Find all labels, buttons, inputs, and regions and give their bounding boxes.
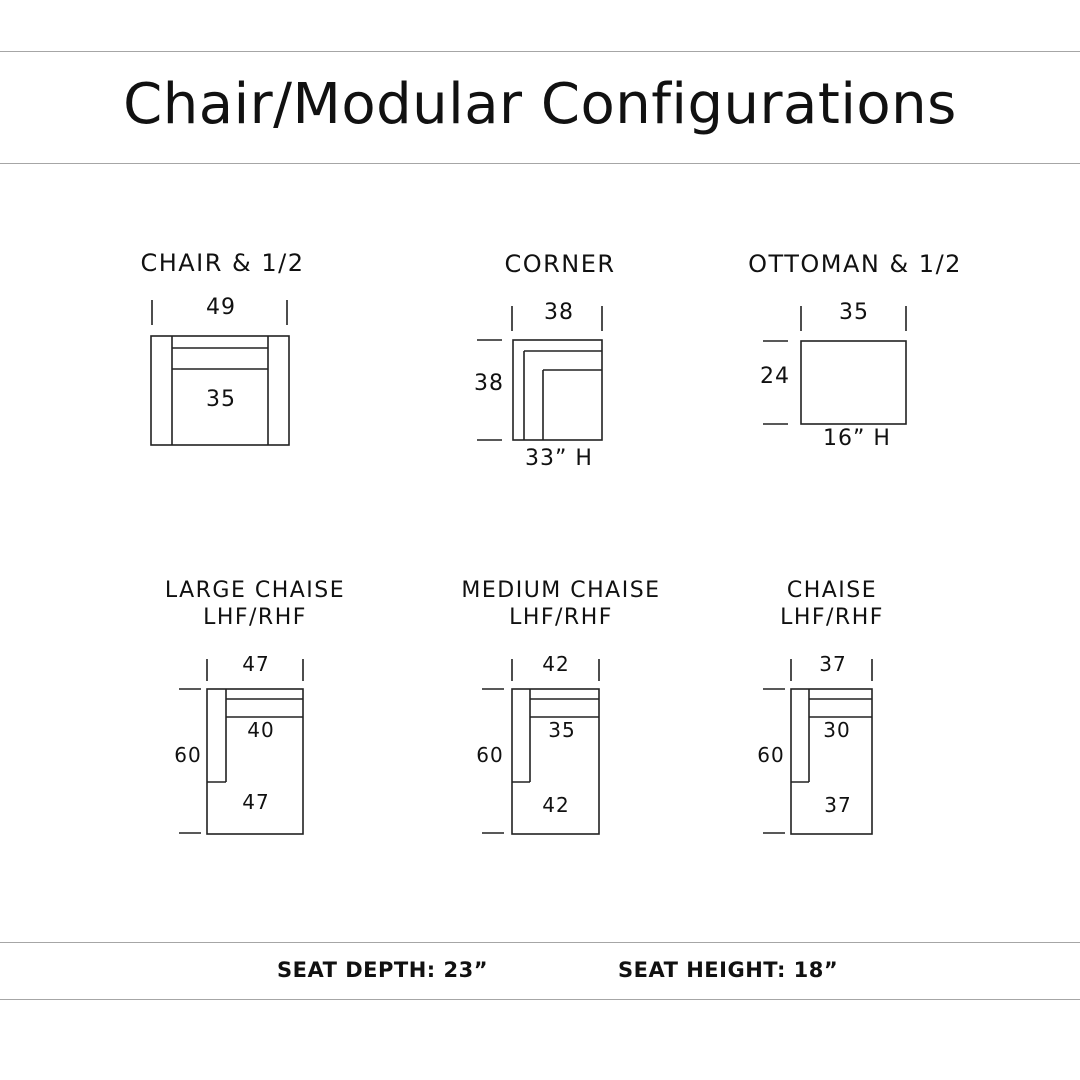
page-title: Chair/Modular Configurations [123, 72, 957, 137]
large-chaise-length: 60 [174, 743, 202, 767]
medium-chaise-seat-bottom: 42 [542, 793, 570, 817]
corner-height: 33” H [525, 446, 593, 471]
chair-half-label: CHAIR & 1/2 [140, 249, 305, 277]
chair-half-diagram [151, 300, 289, 445]
ottoman-half-depth: 24 [760, 364, 790, 389]
medium-chaise-label-line1: MEDIUM CHAISE [461, 578, 661, 603]
corner-label: CORNER [504, 250, 616, 278]
medium-chaise-label-line2: LHF/RHF [509, 605, 613, 630]
medium-chaise-length: 60 [476, 743, 504, 767]
medium-chaise-width: 42 [542, 652, 570, 676]
large-chaise-seat-top: 40 [247, 718, 275, 742]
footer-bottom-rule [0, 999, 1080, 1000]
large-chaise-seat-bottom: 47 [242, 790, 270, 814]
chaise-seat-top: 30 [823, 718, 851, 742]
seat-depth: SEAT DEPTH: 23” [277, 958, 489, 982]
chair-half-depth: 35 [206, 387, 236, 412]
seat-height: SEAT HEIGHT: 18” [618, 958, 839, 982]
corner-width: 38 [544, 300, 574, 325]
chaise-label-line1: CHAISE [786, 578, 878, 603]
footer-top-rule [0, 942, 1080, 943]
chaise-label-line2: LHF/RHF [780, 605, 884, 630]
ottoman-half-label: OTTOMAN & 1/2 [748, 250, 962, 278]
chair-half-width: 49 [206, 295, 236, 320]
chaise-length: 60 [757, 743, 785, 767]
large-chaise-width: 47 [242, 652, 270, 676]
large-chaise-label-line2: LHF/RHF [203, 605, 307, 630]
medium-chaise-seat-top: 35 [548, 718, 576, 742]
ottoman-half-height: 16” H [823, 426, 891, 451]
chaise-width: 37 [819, 652, 847, 676]
large-chaise-label-line1: LARGE CHAISE [164, 578, 346, 603]
chaise-seat-bottom: 37 [824, 793, 852, 817]
ottoman-half-width: 35 [839, 300, 869, 325]
corner-depth: 38 [474, 371, 504, 396]
